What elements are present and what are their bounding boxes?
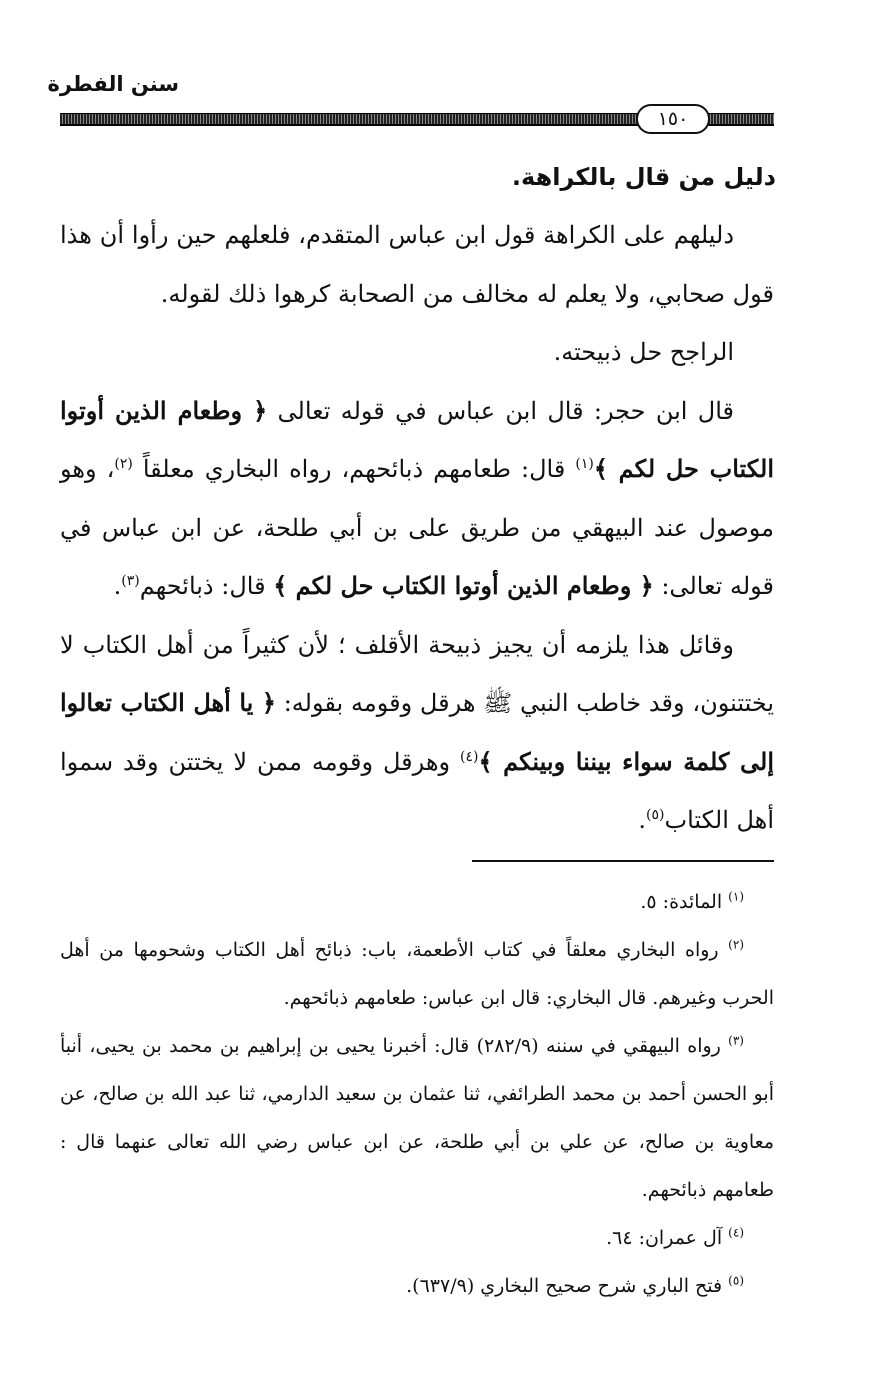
paragraph-4 [60, 616, 774, 850]
quran-verse: ﴿ وطعام الذين أوتوا الكتاب حل لكم ﴾ [273, 571, 654, 600]
paragraph-4-text: وهرقل وقومه ممن لا يختتن وقد سموا أهل الكتاب [60, 747, 774, 834]
paragraph-1: دليلهم على الكراهة قول ابن عباس المتقدم، فلعلهم حين رأوا أن هذا قول صحابي، ولا يعلم له مخالف من الصحابة كرهوا ذلك لقوله. [60, 221, 774, 308]
footnote-ref[interactable]: (٥) [646, 807, 665, 823]
paragraph-3-text: ، وهو موصول عند البيهقي من طريق على بن أبي طلحة، عن ابن عباس في قوله تعالى: [60, 455, 774, 600]
section-heading: دليل من قال بالكراهة. [511, 163, 776, 191]
paragraph-4-text: وقائل هذا يلزمه أن يجيز ذبيحة الأقلف ؛ لأن كثيراً من أهل الكتاب لا يختتنون، وقد خاطب النبي ﷺ هرقل وقومه بقوله: [60, 630, 774, 717]
footnote-text: فتح الباري شرح صحيح البخاري (٦٣٧/٩). [406, 1275, 729, 1297]
footnote-number: (١) [728, 889, 744, 904]
paragraph-3-text: قال ابن حجر: قال ابن عباس في قوله تعالى [267, 396, 734, 425]
footnote-ref[interactable]: (٤) [460, 748, 479, 765]
paragraph-3 [60, 382, 774, 616]
footnote-text: رواه البيهقي في سننه (٢٨٢/٩) قال: أخبرنا يحيى بن إبراهيم بن محمد بن يحيى، أنبأ أبو الحسن أحمد بن محمد الطرائفي، ثنا عثمان بن سعيد الدارمي، ثنا عبد الله بن صالح، عن معاوية بن صالح، عن علي بن أبي طلحة، عن ابن عباس رضي الله تعالى عنهما قال : طعامهم ذبائحهم. [60, 1035, 774, 1201]
footnote-separator [472, 860, 774, 862]
footnote-4 [60, 1214, 774, 1262]
footnote-ref[interactable]: (٢) [114, 456, 133, 472]
footnote-3 [60, 1022, 774, 1214]
footnote-text: المائدة: ٥. [640, 891, 729, 913]
footnote-number: (٥) [728, 1273, 744, 1288]
footnote-ref[interactable]: (٣) [121, 573, 140, 589]
footnote-5 [60, 1262, 774, 1310]
paragraph-3-text: . [113, 572, 122, 600]
footnote-2 [60, 926, 774, 1022]
body-text [60, 206, 774, 850]
paragraph-2: الراجح حل ذبيحته. [553, 338, 734, 366]
page-number: ١٥٠ [636, 104, 710, 134]
footnote-ref[interactable]: (١) [575, 456, 594, 472]
paragraph-3-text: قال: ذبائحهم [139, 572, 274, 600]
footnote-number: (٣) [728, 1033, 744, 1048]
footnote-number: (٤) [728, 1225, 744, 1240]
footnote-1 [60, 878, 774, 926]
footnote-text: رواه البخاري معلقاً في كتاب الأطعمة، باب: ذبائح أهل الكتاب وشحومها من أهل الحرب وغيرهم. قال البخاري: قال ابن عباس: طعامهم ذبائحهم. [60, 939, 774, 1009]
quran-verse: ﴿ وطعام الذين أوتوا الكتاب حل لكم ﴾ [60, 395, 774, 483]
footnotes [60, 878, 774, 1310]
paragraph-4-text: . [638, 806, 647, 834]
footnote-number: (٢) [728, 937, 744, 952]
paragraph-3-text: قال: طعامهم ذبائحهم، رواه البخاري معلقاً [132, 455, 576, 483]
running-title: سنن الفطرة [47, 72, 179, 96]
quran-verse: ﴿ يا أهل الكتاب تعالوا إلى كلمة سواء بيننا وبينكم ﴾ [60, 688, 774, 776]
footnote-text: آل عمران: ٦٤. [606, 1227, 729, 1249]
